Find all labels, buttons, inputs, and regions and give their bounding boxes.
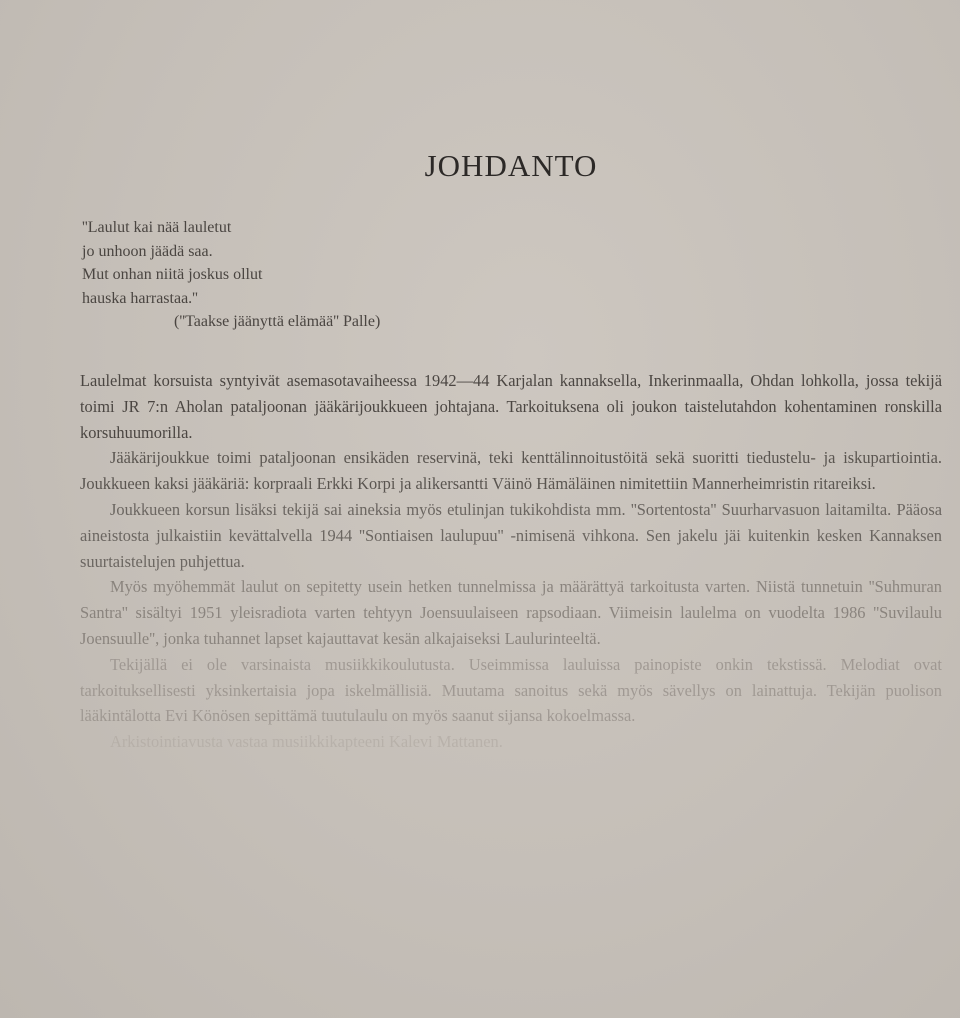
body-text bbox=[80, 368, 942, 755]
page-title: JOHDANTO bbox=[424, 148, 598, 183]
poem-line: hauska harrastaa.'' bbox=[82, 289, 198, 307]
paragraph: Myös myöhemmät laulut on sepitetty usein hetken tunnelmissa ja määrättyä tarkoitusta varten. Niistä tunnetuin ''Suhmuran Santra'' sisältyi 1951 yleisradiota varten tehtyyn Joensuulaiseen rapsodiaan. Viimeisin laulelma on vuodelta 1986 ''Suvilaulu Joensuulle'', jonka tuhannet lapset kajauttavat kesän alkajaiseksi Laulurinteeltä. bbox=[80, 577, 942, 648]
paragraph: Joukkueen korsun lisäksi tekijä sai aineksia myös etulinjan tukikohdista mm. ''Sortentosta'' Suurharvasuon laitamilta. Pääosa aineistosta julkaistiin kevättalvella 1944 ''Sontiaisen laulupuu'' -nimisenä vihkona. Sen jakelu jäi kuitenkin kesken Kannaksen suurtaistelujen puhjettua. bbox=[80, 499, 942, 571]
paragraph: Laulelmat korsuista syntyivät asemasotavaiheessa 1942—44 Karjalan kannaksella, Inkerinmaalla, Ohdan lohkolla, jossa tekijä toimi JR 7:n Aholan pataljoonan jääkärijoukkueen johtajana. Tarkoituksena oli joukon taistelutahdon kohentaminen ronskilla korsuhuumorilla. bbox=[80, 371, 942, 442]
epigraph-poem bbox=[82, 216, 380, 334]
poem-line: ''Laulut kai nää lauletut bbox=[82, 219, 232, 236]
paragraph: Arkistointiavusta vastaa musiikkikapteeni Kalevi Mattanen. bbox=[110, 732, 503, 752]
poem-line: Mut onhan niitä joskus ollut bbox=[82, 266, 263, 283]
poem-attribution: (''Taakse jäänyttä elämää'' Palle) bbox=[174, 313, 381, 330]
poem-line: jo unhoon jäädä saa. bbox=[82, 242, 213, 260]
document-page bbox=[78, 0, 944, 1018]
paragraph: Jääkärijoukkue toimi pataljoonan ensikäden reservinä, teki kenttälinnoitustöitä sekä suoritti tiedustelu- ja iskupartiointia. Joukkueen kaksi jääkäriä: korpraali Erkki Korpi ja alikersantti Väinö Hämäläinen nimitettiin Mannerheimristin ritareiksi. bbox=[80, 448, 942, 494]
paragraph: Tekijällä ei ole varsinaista musiikkikoulutusta. Useimmissa lauluissa painopiste onkin tekstissä. Melodiat ovat tarkoituksellisesti yksinkertaisia jopa iskelmällisiä. Muutama sanoitus sekä myös sävellys on lainattuja. Tekijän puolison lääkintälotta Evi Könösen sepittämä tuutulaulu on myös saanut sijansa kokoelmassa. bbox=[80, 654, 942, 726]
